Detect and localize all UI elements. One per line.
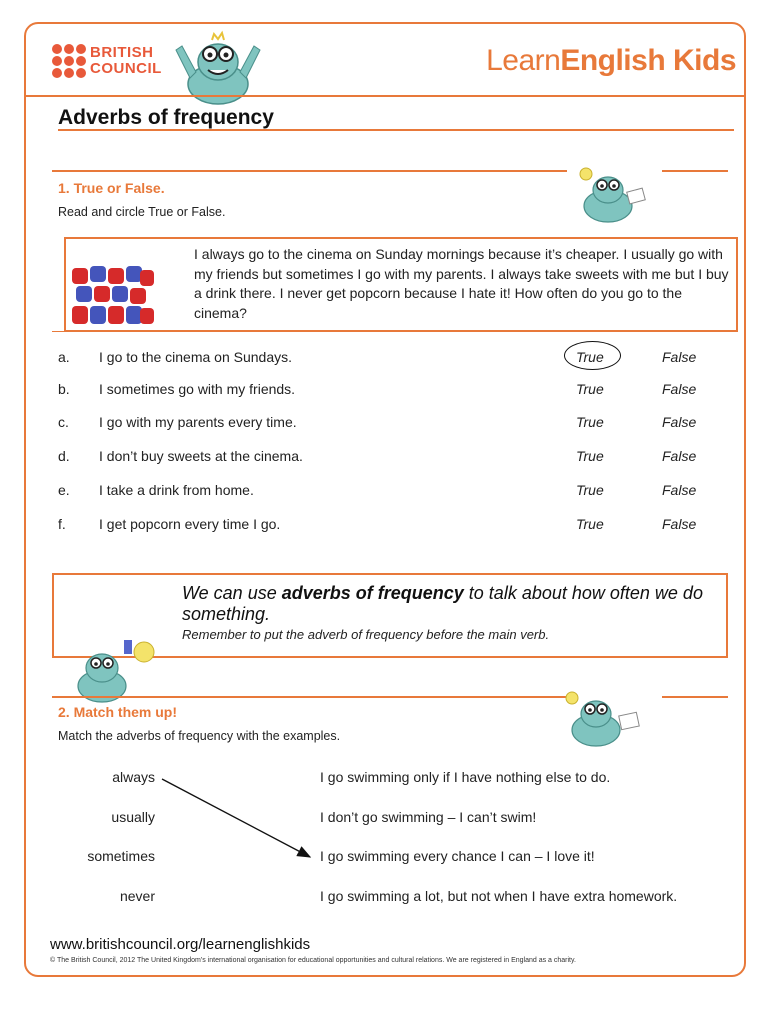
- question-text: I sometimes go with my friends.: [99, 381, 296, 397]
- question-row: [58, 381, 718, 401]
- question-row: [58, 482, 718, 502]
- question-letter: d.: [58, 448, 70, 464]
- logo-dots-icon: [52, 44, 86, 78]
- question-text: I take a drink from home.: [99, 482, 254, 498]
- adverb-item[interactable]: always: [112, 769, 155, 785]
- section1-instruction: Read and circle True or False.: [58, 205, 226, 219]
- question-letter: c.: [58, 414, 69, 430]
- section1-heading: 1. True or False.: [58, 180, 165, 196]
- true-option[interactable]: True: [576, 414, 604, 430]
- footer-url[interactable]: www.britishcouncil.org/learnenglishkids: [50, 936, 311, 953]
- header-divider: [26, 95, 744, 97]
- section1-divider: [52, 170, 567, 172]
- true-option[interactable]: True: [576, 448, 604, 464]
- question-text: I don’t buy sweets at the cinema.: [99, 448, 303, 464]
- true-option[interactable]: True: [576, 381, 604, 397]
- logo-line-1: BRITISH: [90, 44, 154, 61]
- question-text: I go to the cinema on Sundays.: [99, 349, 293, 365]
- british-council-logo: [52, 44, 182, 80]
- info-sub-text: Remember to put the adverb of frequency before the main verb.: [182, 627, 550, 642]
- question-letter: e.: [58, 482, 70, 498]
- false-option[interactable]: False: [662, 349, 697, 365]
- section1-divider-right: [662, 170, 728, 172]
- info-main-text: We can use adverbs of frequency to talk about how often we do something.: [182, 583, 703, 624]
- example-item[interactable]: I go swimming a lot, but not when I have extra homework.: [320, 888, 678, 904]
- question-letter: b.: [58, 381, 70, 397]
- footer-copyright: © The British Council, 2012 The United Kingdom’s international organisation for educational opportunities and cultural relations. We are registered in England as a charity.: [50, 957, 576, 964]
- true-option[interactable]: True: [576, 516, 604, 532]
- question-row: [58, 448, 718, 468]
- example-item[interactable]: I don’t go swimming – I can’t swim!: [320, 809, 537, 825]
- question-letter: f.: [58, 516, 66, 532]
- logo-line-2: COUNCIL: [90, 60, 162, 77]
- questions-divider: [52, 331, 728, 332]
- cinema-seats-icon: [70, 264, 156, 328]
- section2-instruction: Match the adverbs of frequency with the examples.: [58, 729, 341, 743]
- adverb-item[interactable]: usually: [111, 809, 155, 825]
- false-option[interactable]: False: [662, 381, 697, 397]
- false-option[interactable]: False: [662, 414, 697, 430]
- true-option[interactable]: True: [576, 349, 604, 365]
- false-option[interactable]: False: [662, 482, 697, 498]
- monster-reading-icon: [556, 686, 656, 752]
- page-title: Adverbs of frequency: [58, 106, 274, 129]
- section2-divider: [52, 696, 567, 698]
- question-row: [58, 516, 718, 536]
- title-underline: [58, 129, 734, 131]
- adverb-item[interactable]: sometimes: [87, 848, 155, 864]
- matching-exercise: [0, 769, 768, 909]
- adverb-item[interactable]: never: [119, 888, 155, 904]
- section2-divider-right: [662, 696, 728, 698]
- section2-heading: 2. Match them up!: [58, 704, 178, 720]
- example-item[interactable]: I go swimming only if I have nothing else to do.: [320, 769, 611, 785]
- reading-passage: I always go to the cinema on Sunday mornings because it’s cheaper. I usually go with my friends but sometimes I go with my parents. I always take sweets with me but I buy a drink there. I never get popcorn because I hate it! How often do you go to the cinema?: [194, 246, 729, 321]
- false-option[interactable]: False: [662, 516, 697, 532]
- question-text: I go with my parents every time.: [99, 414, 297, 430]
- question-text: I get popcorn every time I go.: [99, 516, 281, 532]
- example-item[interactable]: I go swimming every chance I can – I love it!: [320, 848, 595, 864]
- question-letter: a.: [58, 349, 70, 365]
- question-row: [58, 414, 718, 434]
- question-row: [58, 349, 718, 369]
- monster-reading-icon: [570, 160, 660, 228]
- false-option[interactable]: False: [662, 448, 697, 464]
- true-option[interactable]: True: [576, 482, 604, 498]
- learnenglish-kids-logo: LearnEnglish Kids: [486, 44, 736, 77]
